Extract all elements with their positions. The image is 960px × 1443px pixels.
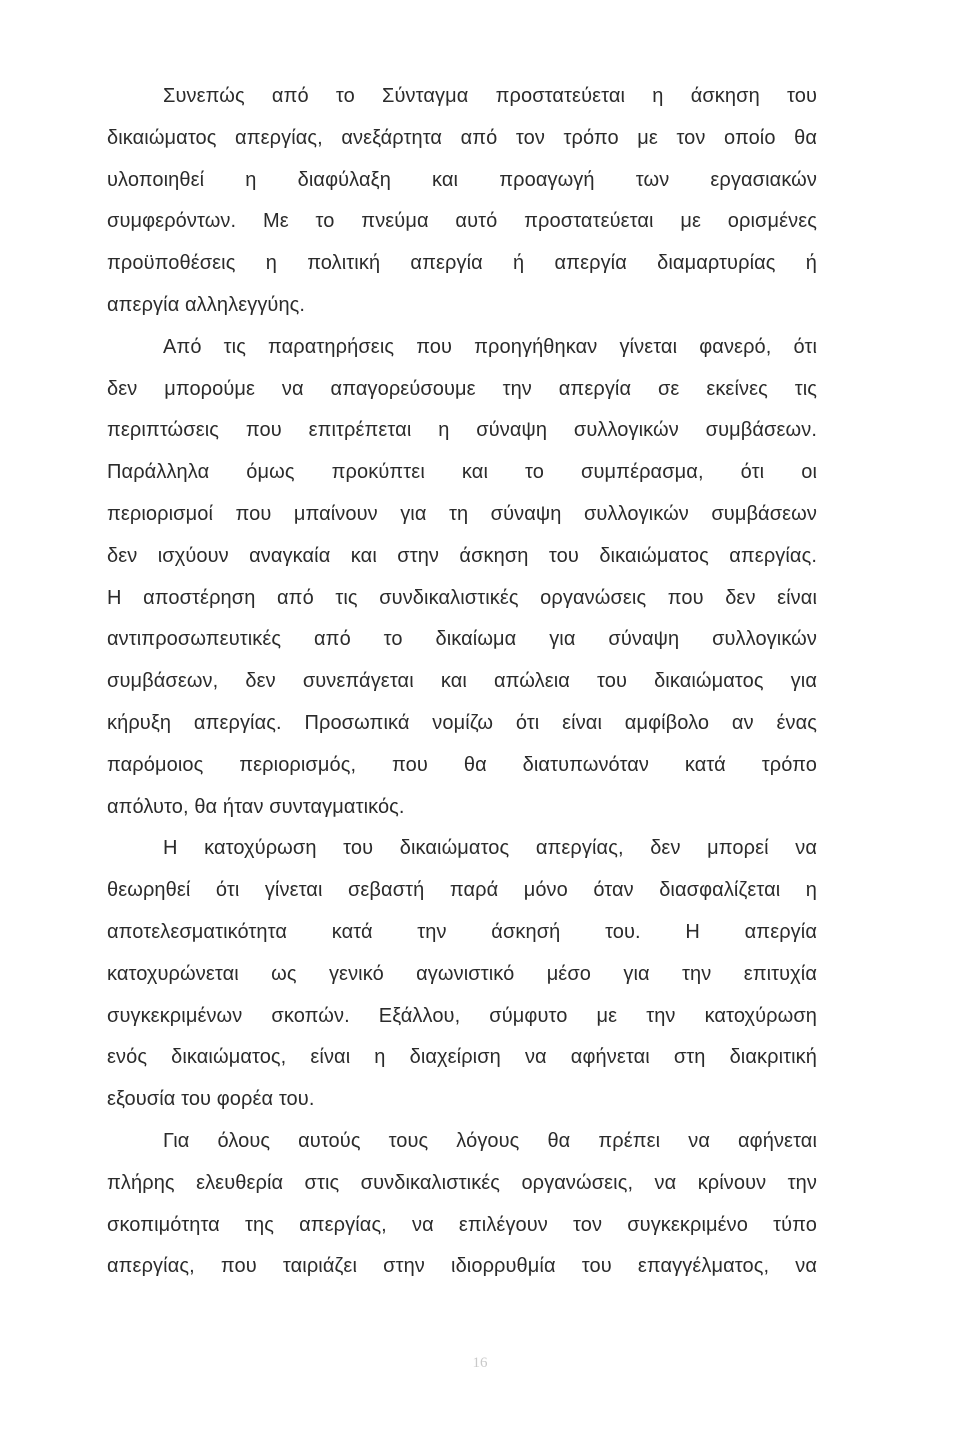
text-line: υλοποιηθεί η διαφύλαξη και προαγωγή των εργασιακών <box>107 168 817 191</box>
text-line: συγκεκριμένων σκοπών. Εξάλλου, σύμφυτο με την κατοχύρωση <box>107 1004 817 1027</box>
text-line: θεωρηθεί ότι γίνεται σεβαστή παρά μόνο όταν διασφαλίζεται η <box>107 879 817 902</box>
text-line: απεργίας, που ταιριάζει στην ιδιορρυθμία του επαγγέλματος, να <box>107 1255 817 1278</box>
text-line: περιορισμοί που μπαίνουν για τη σύναψη συλλογικών συμβάσεων <box>107 502 817 525</box>
paragraph <box>107 828 817 1121</box>
text-line: ενός δικαιώματος, είναι η διαχείριση να αφήνεται στη διακριτική <box>107 1046 817 1069</box>
text-line: κατοχυρώνεται ως γενικό αγωνιστικό μέσο για την επιτυχία <box>107 962 817 985</box>
text-line: αντιπροσωπευτικές από το δικαίωμα για σύναψη συλλογικών <box>107 628 817 651</box>
text-line: δικαιώματος απεργίας, ανεξάρτητα από τον τρόπο με τον οποίο θα <box>107 126 817 149</box>
text-line: πλήρης ελευθερία στις συνδικαλιστικές οργανώσεις, να κρίνουν την <box>107 1171 817 1194</box>
text-line: περιπτώσεις που επιτρέπεται η σύναψη συλλογικών συμβάσεων. <box>107 419 817 442</box>
text-line: απόλυτο, θα ήταν συνταγματικός. <box>107 795 405 818</box>
text-line: Συνεπώς από το Σύνταγμα προστατεύεται η άσκηση του <box>163 85 817 107</box>
paragraph <box>107 327 817 829</box>
paragraph <box>107 76 817 327</box>
text-line: Η κατοχύρωση του δικαιώματος απεργίας, δεν μπορεί να <box>163 837 817 860</box>
text-line: συμβάσεων, δεν συνεπάγεται και απώλεια του δικαιώματος για <box>107 670 817 693</box>
text-line: παρόμοιος περιορισμός, που θα διατυπωνόταν κατά τρόπο <box>107 753 817 776</box>
body-text <box>107 76 817 1288</box>
text-line: συμφερόντων. Με το πνεύμα αυτό προστατεύεται με ορισμένες <box>107 210 817 233</box>
text-line: Παράλληλα όμως προκύπτει και το συμπέρασμα, ότι οι <box>107 461 817 484</box>
text-line: δεν μπορούμε να απαγορεύσουμε την απεργία σε εκείνες τις <box>107 377 817 400</box>
text-line: προϋποθέσεις η πολιτική απεργία ή απεργία διαμαρτυρίας ή <box>107 252 817 275</box>
text-line: κήρυξη απεργίας. Προσωπικά νομίζω ότι είναι αμφίβολο αν ένας <box>107 711 817 734</box>
text-line: δεν ισχύουν αναγκαία και στην άσκηση του δικαιώματος απεργίας. <box>107 544 817 567</box>
text-line: σκοπιμότητα της απεργίας, να επιλέγουν τον συγκεκριμένο τύπο <box>107 1213 817 1236</box>
text-line: εξουσία του φορέα του. <box>107 1088 315 1111</box>
text-line: αποτελεσματικότητα κατά την άσκησή του. Η απεργία <box>107 920 817 943</box>
paragraph <box>107 1121 817 1288</box>
text-line: Για όλους αυτούς τους λόγους θα πρέπει να αφήνεται <box>163 1129 817 1152</box>
text-line: Η αποστέρηση από τις συνδικαλιστικές οργανώσεις που δεν είναι <box>107 586 817 609</box>
text-line: απεργία αλληλεγγύης. <box>107 293 306 316</box>
text-line: Από τις παρατηρήσεις που προηγήθηκαν γίνεται φανερό, ότι <box>163 335 817 358</box>
page-number: 16 <box>472 1355 488 1371</box>
